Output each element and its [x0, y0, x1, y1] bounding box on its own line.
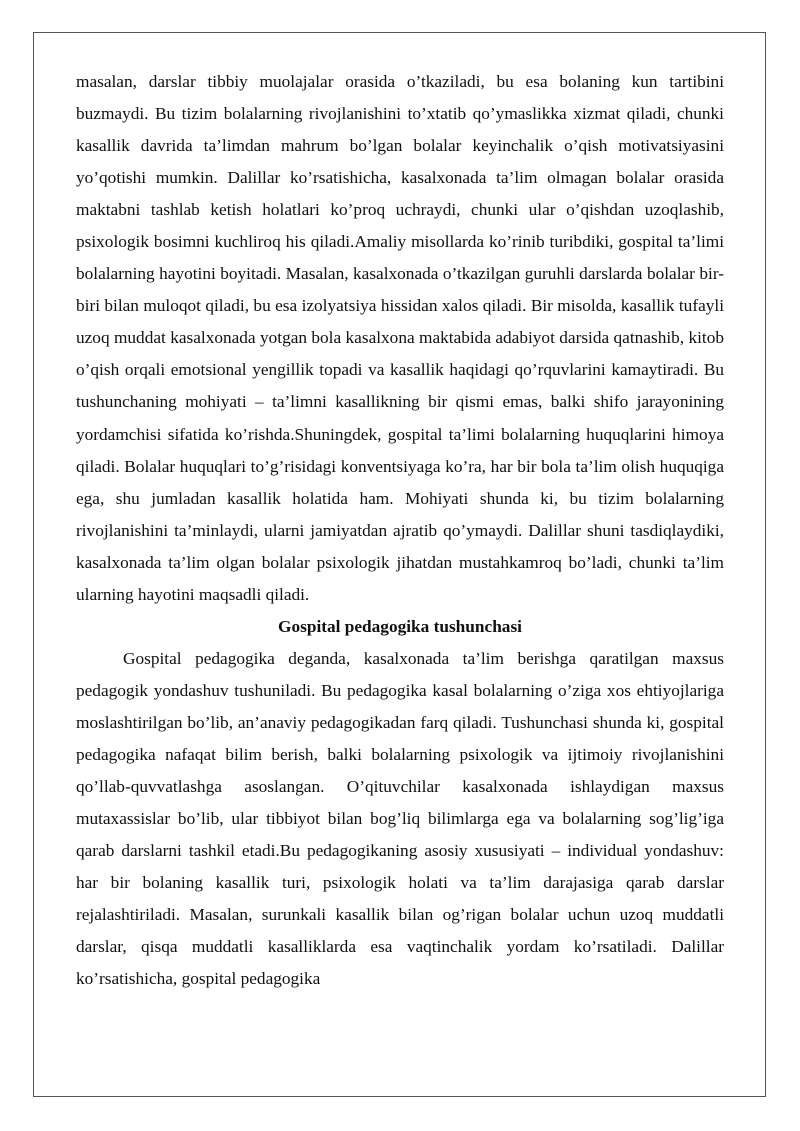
body-paragraph: Gospital pedagogika deganda, kasalxonada ta’lim berishga qaratilgan maxsus pedagogik yondashuv tushuniladi. Bu pedagogika kasal bolalarning o’ziga xos ehtiyojlariga moslashtirilgan bo’lib, an’anaviy pedagogikadan farq qiladi. Tushunchasi shunda ki, gospital pedagogika nafaqat bilim berish, balki bolalarning psixologik va ijtimoiy rivojlanishini qo’llab-quvvatlashga asoslangan. O’qituvchilar kasalxonada ishlaydigan maxsus mutaxassislar bo’lib, ular tibbiyot bilan bog’liq bilimlarga ega va bolalarning sog’lig’iga qarab darslarni tashkil etadi.Bu pedagogikaning asosiy xususiyati – individual yondashuv: har bir bolaning kasallik turi, psixologik holati va ta’lim darajasiga qarab darslar rejalashtiriladi. Masalan, surunkali kasallik bilan og’rigan bolalar uchun uzoq muddatli darslar, qisqa muddatli kasalliklarda esa vaqtinchalik yordam ko’rsatiladi. Dalillar ko’rsatishicha, gospital pedagogika: [76, 648, 724, 989]
body-paragraph: masalan, darslar tibbiy muolajalar orasida o’tkaziladi, bu esa bolaning kun tartibini buzmaydi. Bu tizim bolalarning rivojlanishini to’xtatib qo’ymaslikka xizmat qiladi, chunki kasallik davrida ta’limdan mahrum bo’lgan bolalar keyinchalik o’qish motivatsiyasini yo’qotishi mumkin. Dalillar ko’rsatishicha, kasalxonada ta’lim olmagan bolalar orasida maktabni tashlab ketish holatlari ko’proq uchraydi, chunki ular o’qishdan uzoqlashib, psixologik bosimni kuchliroq his qiladi.Amaliy misollarda ko’rinib turibdiki, gospital ta’limi bolalarning hayotini boyitadi. Masalan, kasalxonada o’tkazilgan guruhli darslarda bolalar bir-biri bilan muloqot qiladi, bu esa izolyatsiya hissidan xalos qiladi. Bir misolda, kasallik tufayli uzoq muddat kasalxonada yotgan bola kasalxona maktabida adabiyot darsida qatnashib, kitob o’qish orqali emotsional yengillik topadi va kasallik haqidagi qo’rquvlarini kamaytiradi. Bu tushunchaning mohiyati – ta’limni kasallikning bir qismi emas, balki shifo jarayonining yordamchisi sifatida ko’rishda.Shuningdek, gospital ta’limi bolalarning huquqlarini himoya qiladi. Bolalar huquqlari to’g’risidagi konventsiyaga ko’ra, har bir bola ta’lim olish huquqiga ega, shu jumladan kasallik holatida ham. Mohiyati shunda ki, bu tizim bolalarning rivojlanishini ta’minlaydi, ularni jamiyatdan ajratib qo’ymaydi. Dalillar shuni tasdiqlaydiki, kasalxonada ta’lim olgan bolalar psixologik jihatdan mustahkamroq bo’ladi, chunki ta’lim ularning hayotini maqsadli qiladi.: [76, 72, 724, 604]
section-heading: Gospital pedagogika tushunchasi: [278, 616, 522, 636]
document-body: [76, 66, 724, 995]
